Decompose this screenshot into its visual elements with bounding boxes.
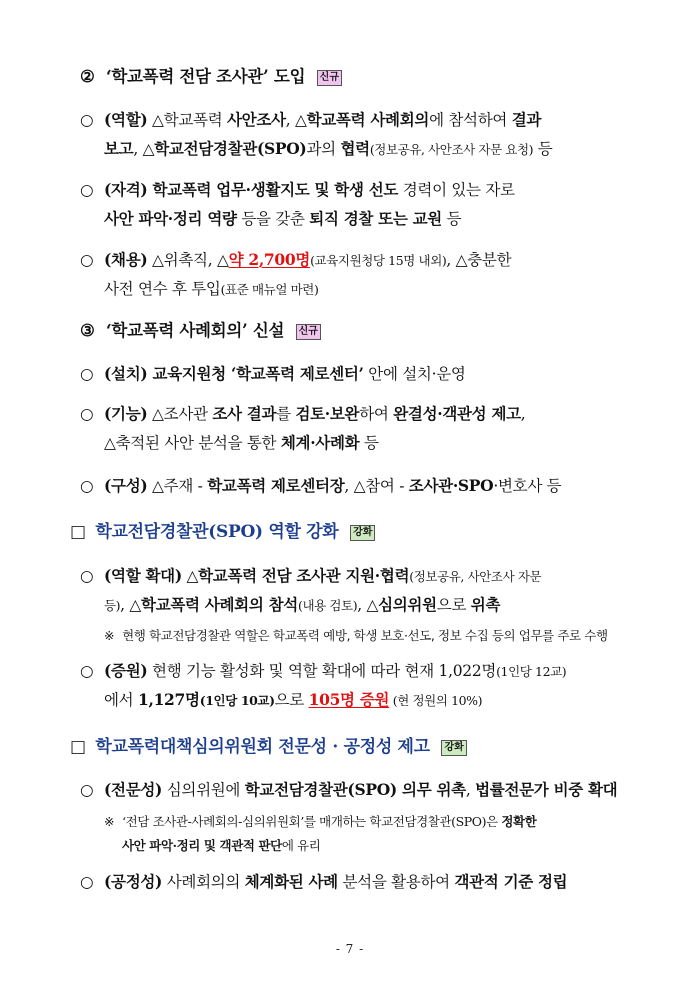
text: 학교폭력 제로센터장 <box>207 476 345 495</box>
text: 체계화된 사례 <box>244 872 338 891</box>
bullet: ○ <box>80 781 94 799</box>
note-current-role <box>104 626 608 646</box>
text: 완결성·객관성 제고 <box>393 404 521 423</box>
note-spo-mediator-line1 <box>104 812 536 832</box>
text: 안에 설치·운영 <box>363 365 466 383</box>
text: (정보공유, 사안조사 자문 요청) <box>369 142 534 157</box>
bullet: ○ <box>80 873 94 891</box>
text: 하여 <box>359 405 394 423</box>
text: △학교폭력 <box>147 111 227 129</box>
bullet: ○ <box>80 567 94 585</box>
text: △주재 - <box>147 477 208 495</box>
section-heading-spo-investigator <box>80 67 342 87</box>
text: 퇴직 경찰 또는 교원 <box>309 209 442 228</box>
text: 경력이 있는 자로 <box>398 181 515 199</box>
text: 등) <box>104 598 121 613</box>
item-label: (증원) <box>104 661 148 680</box>
item-label: (채용) <box>104 250 148 269</box>
text: ·변호사 등 <box>493 477 562 495</box>
heading-text: 학교폭력대책심의위원회 전문성 · 공정성 제고 <box>95 737 430 757</box>
text: △위촉직, △ <box>147 251 229 269</box>
item-label: (전문성) <box>104 780 163 799</box>
item-label: (공정성) <box>104 872 163 891</box>
text: △ <box>181 567 199 585</box>
text: 과의 <box>306 140 341 158</box>
text: 체계·사례화 <box>280 433 360 452</box>
text: 에 유리 <box>281 838 321 853</box>
text: 1,022명 <box>438 662 497 680</box>
bullet: ○ <box>80 251 94 269</box>
item-label: (자격) <box>104 180 148 199</box>
bullet: ○ <box>80 181 94 199</box>
text: 학교전담경찰관(SPO) 의무 위촉 <box>244 780 466 799</box>
item-label: (설치) <box>104 364 148 383</box>
bullet: ○ <box>80 111 94 129</box>
bullet: ○ <box>80 477 94 495</box>
text: 위촉 <box>470 595 501 614</box>
section-heading-case-meeting <box>80 321 321 341</box>
item-role-expansion-line1 <box>80 566 541 587</box>
text: (표준 매뉴얼 마련) <box>220 282 319 297</box>
item-role-expansion-line2 <box>104 595 500 616</box>
item-label: (역할 확대) <box>104 566 182 585</box>
heading-text: ‘학교폭력 사례회의’ 신설 <box>105 321 285 340</box>
text: 으로 <box>274 691 309 709</box>
item-hiring-line1 <box>80 250 511 271</box>
text: 등 <box>533 140 553 158</box>
text: 법률전문가 비중 확대 <box>475 780 618 799</box>
text: 사안조사 <box>227 110 286 129</box>
text: 조사 결과 <box>212 404 277 423</box>
text: 사안 파악·정리 및 객관적 판단 <box>122 838 282 853</box>
text: , △충분한 <box>446 251 512 269</box>
heading-number: ② <box>80 67 95 86</box>
text: 등 <box>359 434 379 452</box>
item-role-line2 <box>104 139 552 160</box>
text: 등 <box>441 210 462 228</box>
text: , △참여 - <box>344 477 409 495</box>
text: 학교폭력 사례회의 참석 <box>141 595 298 614</box>
new-badge: 신규 <box>296 324 321 340</box>
text: (1인당 10교) <box>199 693 275 708</box>
text: 학교폭력 사례회의 <box>306 110 430 129</box>
bullet: ○ <box>80 405 94 423</box>
heading-text: 학교전담경찰관(SPO) 역할 강화 <box>95 522 339 542</box>
item-increase-line2 <box>104 690 482 711</box>
text: 교육지원청 ‘학교폭력 제로센터’ <box>147 364 364 383</box>
text: 를 <box>276 405 296 423</box>
text: 사안 파악·정리 역량 <box>104 209 237 228</box>
note-mark: ※ <box>104 628 115 643</box>
text: 정확한 <box>501 814 537 829</box>
text: , △ <box>285 111 307 129</box>
text: , △ <box>133 140 155 158</box>
highlight-increase: 105명 증원 <box>308 690 390 709</box>
item-role-line1 <box>80 110 541 130</box>
item-fairness <box>80 872 567 892</box>
text: 사례회의의 <box>162 873 245 891</box>
text: 보고 <box>104 139 134 158</box>
section-heading-spo-role <box>70 522 375 542</box>
bullet: ○ <box>80 365 94 383</box>
text: 심의위원에 <box>162 781 245 799</box>
note-spo-mediator-line2 <box>122 836 320 856</box>
box-bullet: □ <box>70 522 86 542</box>
text: 에서 <box>104 691 138 709</box>
item-qualification-line1 <box>80 180 515 200</box>
text: 객관적 기준 정립 <box>454 872 568 891</box>
text: 학교폭력 업무·생활지도 및 학생 선도 <box>147 180 399 199</box>
text: 협력 <box>340 139 370 158</box>
item-setup <box>80 364 466 384</box>
section-heading-committee <box>70 737 467 757</box>
text: , <box>465 781 476 799</box>
text: , △ <box>357 596 379 614</box>
note-mark: ※ <box>104 814 115 829</box>
text: 에 참석하여 <box>429 111 512 129</box>
text: 으로 <box>436 596 471 614</box>
text: △축적된 사안 분석을 통한 <box>104 434 281 452</box>
note-text: 현행 학교전담경찰관 역할은 학교폭력 예방, 학생 보호·선도, 정보 수집 등의 업무를 주로 수행 <box>122 628 608 643</box>
item-composition <box>80 476 561 496</box>
page-number: - 7 - <box>335 942 365 956</box>
heading-number: ③ <box>80 321 95 340</box>
highlight-count: 약 2,700명 <box>228 250 311 269</box>
text: 1,127명 <box>137 690 200 709</box>
text: 조사관·SPO <box>408 476 494 495</box>
item-function-line2 <box>104 433 379 453</box>
text: △조사관 <box>147 405 213 423</box>
text: 학교폭력 전담 조사관 지원·협력 <box>198 566 410 585</box>
text: 심의위원 <box>378 595 437 614</box>
item-label: (기능) <box>104 404 148 423</box>
strengthen-badge: 강화 <box>350 525 375 541</box>
bullet: ○ <box>80 662 94 680</box>
text: (현 정원의 10%) <box>389 693 483 708</box>
text: 현행 기능 활성화 및 역할 확대에 따라 현재 <box>147 662 439 680</box>
text: (교육지원청당 15명 내외) <box>310 253 447 268</box>
text: 분석을 활용하여 <box>337 873 455 891</box>
text: 학교전담경찰관(SPO) <box>154 139 307 158</box>
text: , <box>520 405 526 423</box>
item-label: (역할) <box>104 110 148 129</box>
text: 결과 <box>511 110 542 129</box>
strengthen-badge: 강화 <box>441 740 466 756</box>
item-hiring-line2 <box>104 279 318 300</box>
box-bullet: □ <box>70 737 86 757</box>
item-expertise <box>80 780 617 800</box>
text: 검토·보완 <box>295 404 360 423</box>
item-qualification-line2 <box>104 209 461 229</box>
text: ‘전담 조사관-사례회의-심의위원회’를 매개하는 학교전담경찰관(SPO)은 <box>122 814 502 829</box>
text: , △ <box>120 596 142 614</box>
item-label: (구성) <box>104 476 148 495</box>
item-increase-line1 <box>80 661 566 682</box>
text: (내용 검토) <box>297 598 358 613</box>
text: (정보공유, 사안조사 자문 <box>409 569 542 584</box>
heading-text: ‘학교폭력 전담 조사관’ 도입 <box>105 67 306 86</box>
text: 사전 연수 후 투입 <box>104 280 221 298</box>
text: (1인당 12교) <box>496 664 567 679</box>
new-badge: 신규 <box>317 70 342 86</box>
text: 등을 갖춘 <box>236 210 310 228</box>
item-function-line1 <box>80 404 525 424</box>
